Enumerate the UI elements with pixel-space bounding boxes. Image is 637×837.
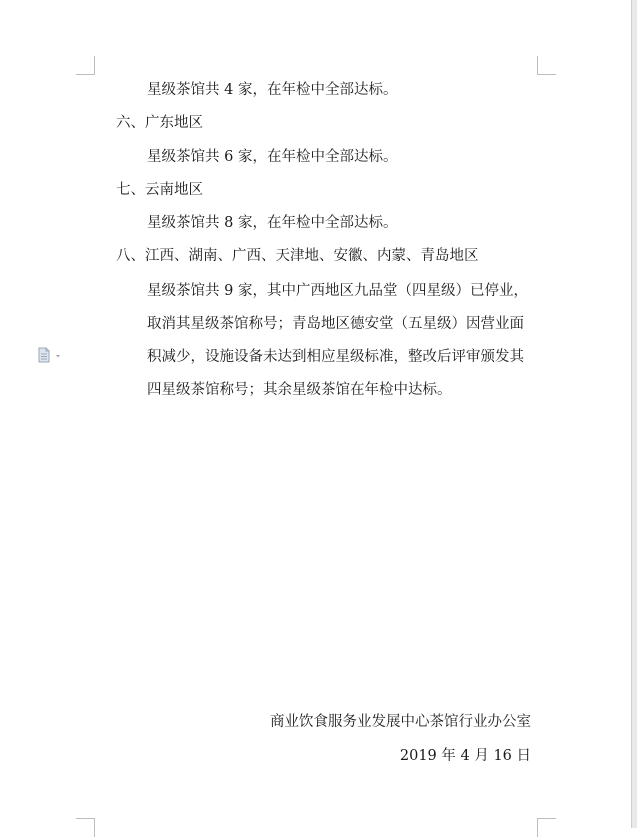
section-heading: 七、云南地区 xyxy=(116,182,203,198)
paragraph-line: 星级茶馆共 8 家，在年检中全部达标。 xyxy=(147,215,398,231)
paragraph-line: 星级茶馆共 6 家，在年检中全部达标。 xyxy=(147,149,398,165)
signature-office: 商业饮食服务业发展中心茶馆行业办公室 xyxy=(270,714,531,730)
section-heading: 六、广东地区 xyxy=(116,115,203,131)
document-options-icon[interactable] xyxy=(38,347,64,363)
paragraph-line: 星级茶馆共 4 家，在年检中全部达标。 xyxy=(147,82,398,98)
page-edge-shadow xyxy=(631,0,637,828)
paragraph-line: 星级茶馆共 9 家，其中广西地区九品堂（四星级）已停业， xyxy=(147,283,528,299)
section-heading: 八、江西、湖南、广西、天津地、安徽、内蒙、青岛地区 xyxy=(116,248,479,264)
crop-mark-top-left xyxy=(76,56,95,75)
signature-date: 2019 年 4 月 16 日 xyxy=(399,748,531,764)
paragraph-line: 积减少，设施设备未达到相应星级标准，整改后评审颁发其 xyxy=(147,349,524,365)
crop-mark-top-right xyxy=(537,56,556,75)
paragraph-line: 四星级茶馆称号；其余星级茶馆在年检中达标。 xyxy=(147,382,452,398)
paragraph-line: 取消其星级茶馆称号；青岛地区德安堂（五星级）因营业面 xyxy=(147,316,524,332)
